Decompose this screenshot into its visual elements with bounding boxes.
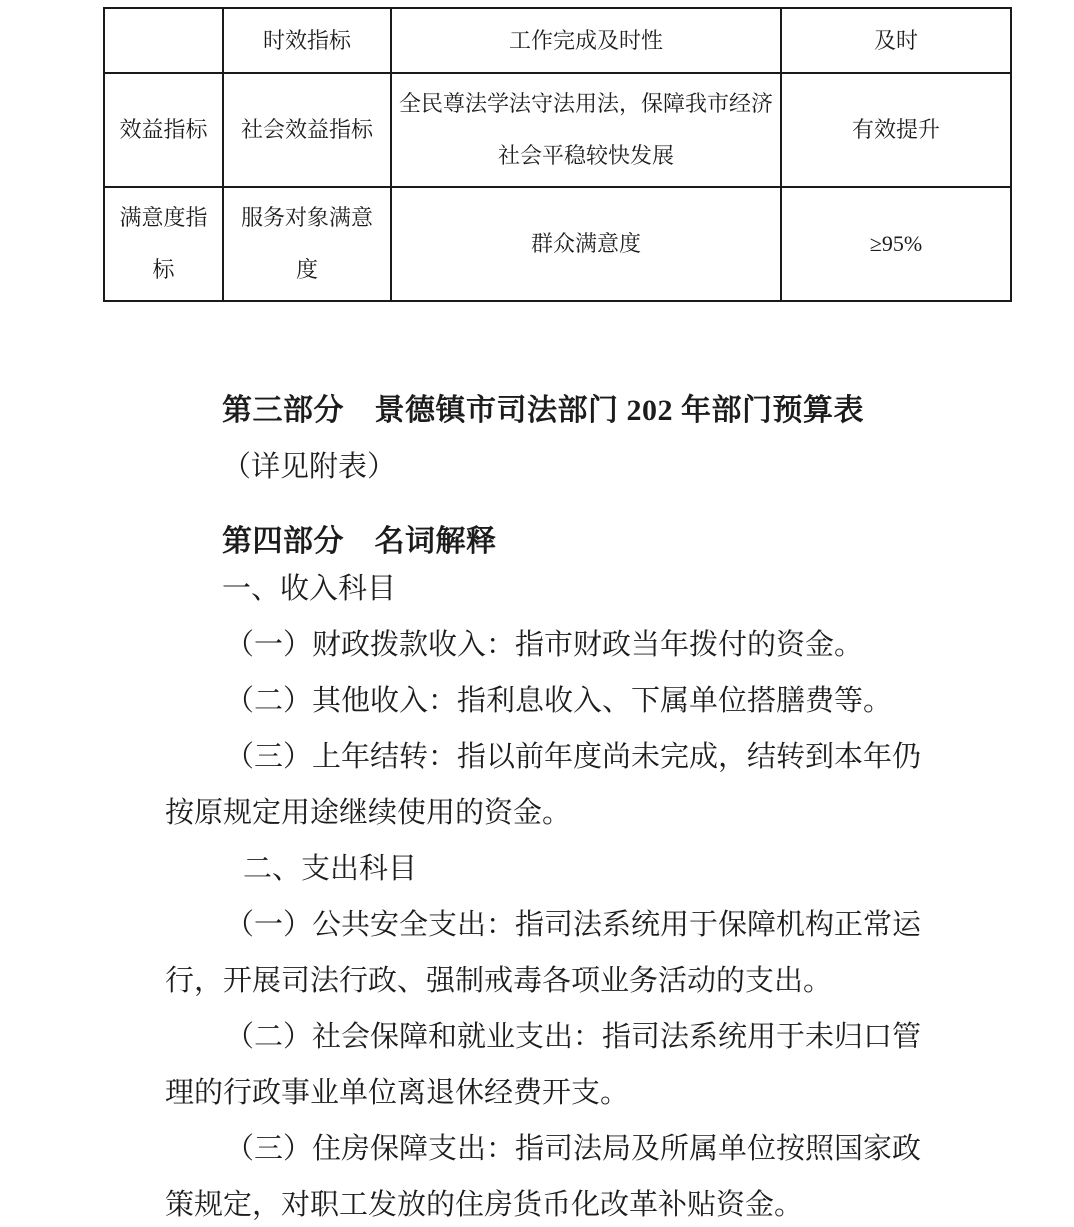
expense-item-3: （三）住房保障支出：指司法局及所属单位按照国家政策规定，对职工发放的住房货币化改革补贴资金。: [165, 1133, 922, 1221]
table-row: [104, 8, 1011, 73]
income-item-1: （一）财政拨款收入：指市财政当年拨付的资金。: [225, 629, 864, 661]
table-cell-indicator-type: [223, 8, 391, 73]
performance-indicator-table: [103, 7, 1012, 302]
part3-heading: 第三部分 景德镇市司法部门 202 年部门预算表: [222, 394, 864, 427]
table-cell-indicator-type: [223, 73, 391, 187]
cell-text-line2: 社会平稳较快发展: [497, 143, 674, 168]
cell-text-line2: 度: [295, 257, 318, 282]
cell-text: 及时: [873, 27, 918, 53]
cell-text: 有效提升: [851, 117, 940, 142]
table-cell-indicator-target: [781, 73, 1011, 187]
table-row: [104, 187, 1011, 301]
expense-item-2: （二）社会保障和就业支出：指司法系统用于未归口管理的行政事业单位离退休经费开支。: [165, 1021, 922, 1109]
table-cell-indicator-target: [781, 187, 1011, 301]
cell-text: 工作完成及时性: [508, 27, 663, 53]
table-cell-category-empty: [104, 8, 223, 73]
cell-text: 效益指标: [119, 117, 208, 142]
table-cell-indicator-name: [391, 73, 781, 187]
expense-section-title: 二、支出科目: [243, 853, 418, 885]
table-row: [104, 73, 1011, 187]
cell-text-line1: 满意度指: [119, 205, 208, 230]
cell-text-line1: 服务对象满意: [240, 205, 373, 230]
income-item-3: （三）上年结转：指以前年度尚未完成，结转到本年仍按原规定用途继续使用的资金。: [165, 741, 922, 829]
part4-heading: 第四部分 名词解释: [222, 525, 497, 558]
cell-text-line2: 标: [152, 257, 175, 282]
cell-text-line1: 全民尊法学法守法用法，保障我市经济: [398, 91, 773, 116]
table-cell-category: [104, 187, 223, 301]
table-cell-indicator-target: [781, 8, 1011, 73]
expense-item-1: （一）公共安全支出：指司法系统用于保障机构正常运行，开展司法行政、强制戒毒各项业务活动的支出。: [165, 909, 922, 997]
cell-text: 群众满意度: [530, 231, 641, 256]
table-cell-indicator-type: [223, 187, 391, 301]
income-section-title: 一、收入科目: [222, 573, 397, 605]
document-body: [165, 383, 940, 1227]
cell-text: ≥95%: [869, 231, 923, 256]
income-item-2: （二）其他收入：指利息收入、下属单位搭膳费等。: [225, 685, 893, 717]
table-cell-indicator-name: [391, 187, 781, 301]
table-cell-indicator-name: [391, 8, 781, 73]
table-cell-category: [104, 73, 223, 187]
cell-text: 社会效益指标: [240, 117, 373, 142]
part3-note: （详见附表）: [222, 451, 397, 483]
cell-text: 时效指标: [262, 27, 351, 53]
